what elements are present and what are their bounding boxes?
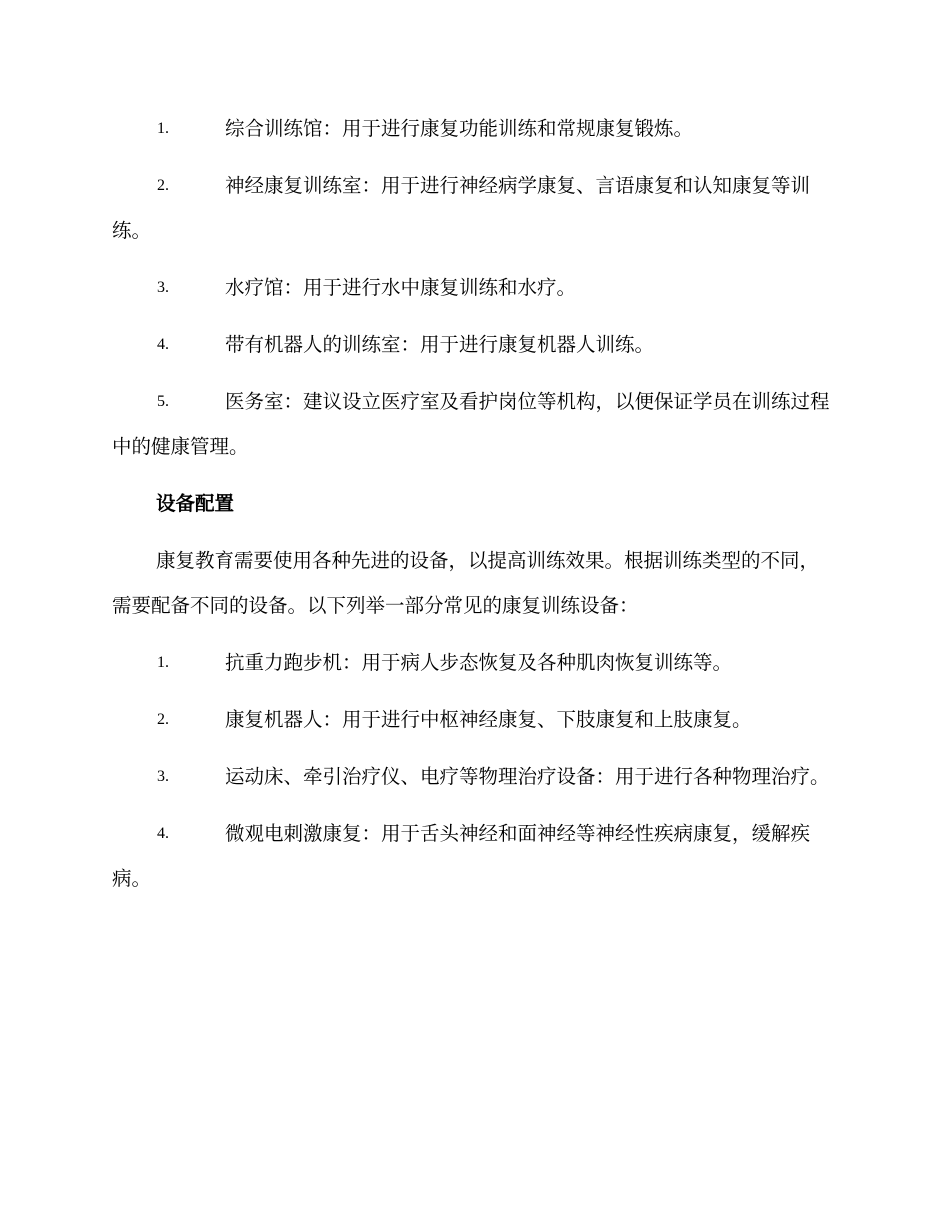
facility-list-item (112, 106, 836, 151)
list-number: 4. (157, 825, 169, 842)
list-text: 微观电刺激康复：用于舌头神经和面神经等神经性疾病康复，缓解疾病。 (112, 822, 811, 890)
list-text: 医务室：建议设立医疗室及看护岗位等机构，以便保证学员在训练过程中的健康管理。 (112, 390, 830, 458)
list-text: 神经康复训练室：用于进行神经病学康复、言语康复和认知康复等训练。 (112, 174, 811, 242)
list-number: 4. (157, 336, 169, 353)
facility-list-item (112, 322, 836, 367)
list-number: 2. (157, 177, 169, 194)
facility-list-item (112, 379, 836, 469)
list-text: 康复机器人：用于进行中枢神经康复、下肢康复和上肢康复。 (225, 708, 752, 731)
section-heading: 设备配置 (156, 492, 235, 515)
section-intro-paragraph: 康复教育需要使用各种先进的设备，以提高训练效果。根据训练类型的不同，需要配备不同的设备。以下列举一部分常见的康复训练设备： (112, 549, 820, 617)
list-number: 1. (157, 654, 169, 671)
list-text: 水疗馆：用于进行水中康复训练和水疗。 (225, 276, 577, 299)
list-number: 3. (157, 279, 169, 296)
equipment-list-item (112, 754, 836, 799)
equipment-list-item (112, 811, 836, 901)
list-number: 3. (157, 768, 169, 785)
facility-list-item (112, 265, 836, 310)
facility-list-item (112, 163, 836, 253)
list-number: 5. (157, 393, 169, 410)
list-text: 带有机器人的训练室：用于进行康复机器人训练。 (225, 333, 655, 356)
list-text: 综合训练馆：用于进行康复功能训练和常规康复锻炼。 (225, 117, 694, 140)
list-text: 运动床、牵引治疗仪、电疗等物理治疗设备：用于进行各种物理治疗。 (225, 765, 830, 788)
list-text: 抗重力跑步机：用于病人步态恢复及各种肌肉恢复训练等。 (225, 651, 733, 674)
list-number: 2. (157, 711, 169, 728)
equipment-list-item (112, 697, 836, 742)
document-body (112, 106, 836, 913)
list-number: 1. (157, 120, 169, 137)
equipment-list-item (112, 640, 836, 685)
